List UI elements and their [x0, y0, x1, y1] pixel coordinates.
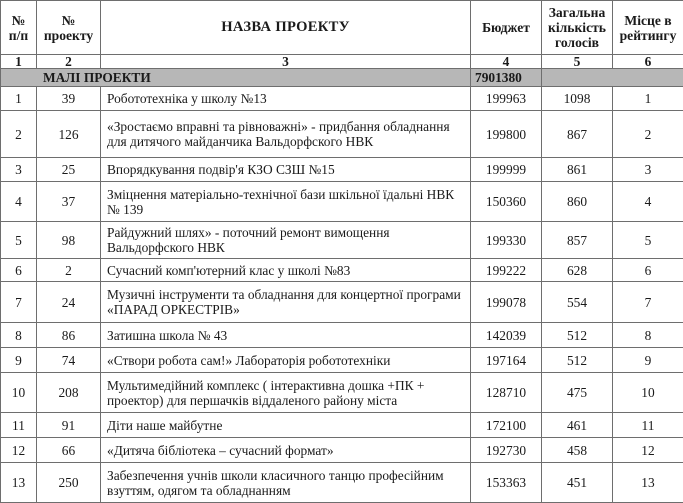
rank: 11 [613, 413, 683, 438]
budget: 142039 [471, 323, 542, 348]
header-project-name: НАЗВА ПРОЕКТУ [101, 1, 471, 55]
rank: 6 [613, 259, 683, 282]
row-number: 5 [1, 222, 37, 259]
project-number: 98 [37, 222, 101, 259]
table-row [1, 348, 683, 373]
project-number: 208 [37, 373, 101, 413]
section-blank [542, 69, 683, 87]
project-name: Райдужний шлях» - поточний ремонт вимощення Вальдорфского НВК [101, 222, 471, 259]
column-index: 4 [471, 55, 542, 69]
rank: 3 [613, 158, 683, 182]
budget: 199999 [471, 158, 542, 182]
table-row [1, 463, 683, 503]
section-title: МАЛІ ПРОЕКТИ [1, 69, 471, 87]
section-budget-total: 7901380 [471, 69, 542, 87]
header-rank: Місце в рейтингу [613, 1, 683, 55]
rank: 5 [613, 222, 683, 259]
budget: 172100 [471, 413, 542, 438]
table-row [1, 282, 683, 323]
votes: 451 [542, 463, 613, 503]
budget: 199330 [471, 222, 542, 259]
project-name: Робототехніка у школу №13 [101, 87, 471, 111]
table-row [1, 259, 683, 282]
votes: 554 [542, 282, 613, 323]
rank: 13 [613, 463, 683, 503]
column-index: 3 [101, 55, 471, 69]
row-number: 11 [1, 413, 37, 438]
project-name: «Дитяча бібліотека – сучасний формат» [101, 438, 471, 463]
table-row [1, 111, 683, 158]
table-row [1, 87, 683, 111]
project-name: Сучасний комп'ютерний клас у школі №83 [101, 259, 471, 282]
project-name: Музичні інструменти та обладнання для концертної програми «ПАРАД ОРКЕСТРІВ» [101, 282, 471, 323]
table-row [1, 158, 683, 182]
votes: 512 [542, 348, 613, 373]
project-name: Зміцнення матеріально-технічної бази шкільної їдальні НВК № 139 [101, 182, 471, 222]
rank: 8 [613, 323, 683, 348]
project-number: 91 [37, 413, 101, 438]
table-row [1, 222, 683, 259]
project-number: 24 [37, 282, 101, 323]
votes: 458 [542, 438, 613, 463]
budget: 150360 [471, 182, 542, 222]
rank: 1 [613, 87, 683, 111]
votes: 857 [542, 222, 613, 259]
votes: 628 [542, 259, 613, 282]
row-number: 10 [1, 373, 37, 413]
votes: 861 [542, 158, 613, 182]
rank: 12 [613, 438, 683, 463]
table-row [1, 438, 683, 463]
budget: 199963 [471, 87, 542, 111]
column-index: 6 [613, 55, 683, 69]
row-number: 8 [1, 323, 37, 348]
project-number: 2 [37, 259, 101, 282]
project-number: 25 [37, 158, 101, 182]
section-row [1, 69, 683, 87]
project-number: 66 [37, 438, 101, 463]
votes: 475 [542, 373, 613, 413]
project-number: 250 [37, 463, 101, 503]
votes: 1098 [542, 87, 613, 111]
table-row [1, 373, 683, 413]
project-name: Затишна школа № 43 [101, 323, 471, 348]
row-number: 13 [1, 463, 37, 503]
project-name: «Зростаємо вправні та рівноважні» - придбання обладнання для дитячого майданчика Вальдорфского НВК [101, 111, 471, 158]
project-number: 37 [37, 182, 101, 222]
header-row [1, 1, 683, 55]
rank: 10 [613, 373, 683, 413]
row-number: 7 [1, 282, 37, 323]
column-index-row [1, 55, 683, 69]
project-number: 39 [37, 87, 101, 111]
row-number: 4 [1, 182, 37, 222]
column-index: 1 [1, 55, 37, 69]
table-row [1, 182, 683, 222]
budget: 199078 [471, 282, 542, 323]
project-number: 74 [37, 348, 101, 373]
table-row [1, 323, 683, 348]
project-name: Діти наше майбутне [101, 413, 471, 438]
column-index: 5 [542, 55, 613, 69]
votes: 867 [542, 111, 613, 158]
budget: 199222 [471, 259, 542, 282]
project-name: Впорядкування подвір'я КЗО СЗШ №15 [101, 158, 471, 182]
header-total-votes: Загальна кількість голосів [542, 1, 613, 55]
row-number: 1 [1, 87, 37, 111]
votes: 461 [542, 413, 613, 438]
votes: 512 [542, 323, 613, 348]
rank: 2 [613, 111, 683, 158]
row-number: 12 [1, 438, 37, 463]
header-row-number: № п/п [1, 1, 37, 55]
budget: 197164 [471, 348, 542, 373]
header-project-number: № проекту [37, 1, 101, 55]
row-number: 6 [1, 259, 37, 282]
budget: 192730 [471, 438, 542, 463]
rank: 4 [613, 182, 683, 222]
row-number: 9 [1, 348, 37, 373]
project-name: Мультимедійний комплекс ( інтерактивна дошка +ПК + проектор) для першачків віддаленого району міста [101, 373, 471, 413]
row-number: 3 [1, 158, 37, 182]
project-number: 126 [37, 111, 101, 158]
votes: 860 [542, 182, 613, 222]
budget: 153363 [471, 463, 542, 503]
project-name: Забезпечення учнів школи класичного танцю професійним взуттям, одягом та обладнанням [101, 463, 471, 503]
project-number: 86 [37, 323, 101, 348]
header-budget: Бюджет [471, 1, 542, 55]
rank: 7 [613, 282, 683, 323]
row-number: 2 [1, 111, 37, 158]
table-row [1, 413, 683, 438]
rank: 9 [613, 348, 683, 373]
column-index: 2 [37, 55, 101, 69]
budget: 128710 [471, 373, 542, 413]
project-name: «Створи робота сам!» Лабораторія робототехніки [101, 348, 471, 373]
budget: 199800 [471, 111, 542, 158]
